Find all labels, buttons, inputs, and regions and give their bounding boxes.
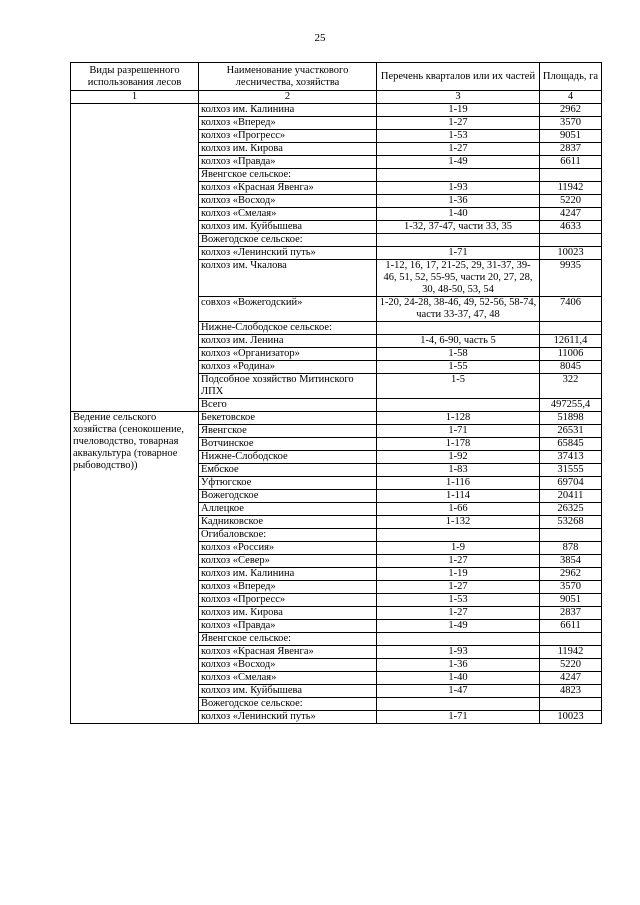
quarters-cell: 1-71 bbox=[377, 711, 540, 724]
forestry-name-cell: Явенгское bbox=[199, 425, 377, 438]
area-cell: 4247 bbox=[540, 208, 602, 221]
area-cell: 7406 bbox=[540, 297, 602, 322]
quarters-cell: 1-55 bbox=[377, 361, 540, 374]
quarters-cell: 1-20, 24-28, 38-46, 49, 52-56, 58-74, части 33-37, 47, 48 bbox=[377, 297, 540, 322]
forestry-name-cell: Кадниковское bbox=[199, 516, 377, 529]
quarters-cell: 1-40 bbox=[377, 208, 540, 221]
forestry-name-cell: Бекетовское bbox=[199, 412, 377, 425]
page-number: 25 bbox=[314, 32, 326, 44]
quarters-cell: 1-83 bbox=[377, 464, 540, 477]
quarters-cell: 1-93 bbox=[377, 182, 540, 195]
forestry-name-cell: колхоз им. Калинина bbox=[199, 568, 377, 581]
forestry-name-cell: совхоз «Вожегодский» bbox=[199, 297, 377, 322]
area-cell: 31555 bbox=[540, 464, 602, 477]
forestry-name-cell: Всего bbox=[199, 399, 377, 412]
forestry-name-cell: колхоз «Прогресс» bbox=[199, 130, 377, 143]
forestry-name-cell: колхоз «Организатор» bbox=[199, 348, 377, 361]
area-cell: 4247 bbox=[540, 672, 602, 685]
column-number-2: 2 bbox=[199, 91, 377, 104]
quarters-cell bbox=[377, 529, 540, 542]
quarters-cell bbox=[377, 322, 540, 335]
area-cell bbox=[540, 633, 602, 646]
column-number-3: 3 bbox=[377, 91, 540, 104]
quarters-cell: 1-19 bbox=[377, 568, 540, 581]
area-cell: 26325 bbox=[540, 503, 602, 516]
area-cell: 20411 bbox=[540, 490, 602, 503]
forestry-name-cell: Вожегодское bbox=[199, 490, 377, 503]
quarters-cell: 1-4, 6-90, часть 5 bbox=[377, 335, 540, 348]
quarters-cell: 1-27 bbox=[377, 143, 540, 156]
forestry-name-cell: колхоз «Родина» bbox=[199, 361, 377, 374]
quarters-cell: 1-49 bbox=[377, 156, 540, 169]
quarters-cell: 1-19 bbox=[377, 104, 540, 117]
quarters-cell: 1-116 bbox=[377, 477, 540, 490]
area-cell: 322 bbox=[540, 374, 602, 399]
forestry-name-cell: колхоз им. Ленина bbox=[199, 335, 377, 348]
quarters-cell bbox=[377, 698, 540, 711]
forestry-name-cell: Вотчинское bbox=[199, 438, 377, 451]
quarters-cell: 1-92 bbox=[377, 451, 540, 464]
area-cell: 4633 bbox=[540, 221, 602, 234]
forestry-name-cell: Вожегодское сельское: bbox=[199, 234, 377, 247]
forestry-name-cell: колхоз им. Чкалова bbox=[199, 260, 377, 297]
quarters-cell: 1-93 bbox=[377, 646, 540, 659]
quarters-cell: 1-27 bbox=[377, 607, 540, 620]
quarters-cell: 1-5 bbox=[377, 374, 540, 399]
quarters-cell: 1-128 bbox=[377, 412, 540, 425]
area-cell: 11006 bbox=[540, 348, 602, 361]
forestry-name-cell: колхоз «Россия» bbox=[199, 542, 377, 555]
forestry-name-cell: колхоз «Вперед» bbox=[199, 117, 377, 130]
area-cell: 69704 bbox=[540, 477, 602, 490]
forestry-name-cell: колхоз им. Куйбышева bbox=[199, 221, 377, 234]
area-cell: 3854 bbox=[540, 555, 602, 568]
table-header-row bbox=[71, 63, 602, 91]
header-quarters: Перечень кварталов или их частей bbox=[377, 63, 540, 91]
column-number-row bbox=[71, 91, 602, 104]
forestry-name-cell: колхоз «Восход» bbox=[199, 659, 377, 672]
forestry-name-cell: колхоз «Ленинский путь» bbox=[199, 247, 377, 260]
quarters-cell bbox=[377, 399, 540, 412]
quarters-cell: 1-49 bbox=[377, 620, 540, 633]
area-cell: 53268 bbox=[540, 516, 602, 529]
column-number-1: 1 bbox=[71, 91, 199, 104]
forestry-name-cell: колхоз «Ленинский путь» bbox=[199, 711, 377, 724]
forestry-name-cell: колхоз «Красная Явенга» bbox=[199, 182, 377, 195]
forestry-name-cell: колхоз «Красная Явенга» bbox=[199, 646, 377, 659]
forestry-name-cell: Явенгское сельское: bbox=[199, 633, 377, 646]
quarters-cell: 1-132 bbox=[377, 516, 540, 529]
area-cell: 5220 bbox=[540, 659, 602, 672]
area-cell: 12611,4 bbox=[540, 335, 602, 348]
forestry-name-cell: Аллецкое bbox=[199, 503, 377, 516]
area-cell: 2837 bbox=[540, 143, 602, 156]
forestry-name-cell: колхоз «Смелая» bbox=[199, 208, 377, 221]
quarters-cell: 1-32, 37-47, части 33, 35 bbox=[377, 221, 540, 234]
quarters-cell: 1-71 bbox=[377, 425, 540, 438]
area-cell: 878 bbox=[540, 542, 602, 555]
area-cell: 6611 bbox=[540, 156, 602, 169]
area-cell: 2962 bbox=[540, 104, 602, 117]
quarters-cell: 1-36 bbox=[377, 659, 540, 672]
quarters-cell: 1-114 bbox=[377, 490, 540, 503]
quarters-cell: 1-27 bbox=[377, 555, 540, 568]
forestry-name-cell: Подсобное хозяйство Митинского ЛПХ bbox=[199, 374, 377, 399]
quarters-cell: 1-12, 16, 17, 21-25, 29, 31-37, 39-46, 51, 52, 55-95, части 20, 27, 28, 30, 48-50, 53, 54 bbox=[377, 260, 540, 297]
area-cell: 6611 bbox=[540, 620, 602, 633]
forestry-name-cell: колхоз им. Кирова bbox=[199, 607, 377, 620]
table-row bbox=[71, 104, 602, 117]
area-cell bbox=[540, 322, 602, 335]
area-cell: 26531 bbox=[540, 425, 602, 438]
quarters-cell: 1-53 bbox=[377, 594, 540, 607]
quarters-cell: 1-58 bbox=[377, 348, 540, 361]
table-row bbox=[71, 412, 602, 425]
area-cell: 9051 bbox=[540, 130, 602, 143]
quarters-cell: 1-71 bbox=[377, 247, 540, 260]
area-cell: 9051 bbox=[540, 594, 602, 607]
quarters-cell: 1-47 bbox=[377, 685, 540, 698]
area-cell: 3570 bbox=[540, 581, 602, 594]
forestry-name-cell: Уфтюгское bbox=[199, 477, 377, 490]
area-cell: 3570 bbox=[540, 117, 602, 130]
area-cell: 37413 bbox=[540, 451, 602, 464]
area-cell: 65845 bbox=[540, 438, 602, 451]
forestry-name-cell: Ембское bbox=[199, 464, 377, 477]
forestry-name-cell: Огибаловское: bbox=[199, 529, 377, 542]
forestry-name-cell: колхоз «Вперед» bbox=[199, 581, 377, 594]
area-cell: 11942 bbox=[540, 182, 602, 195]
area-cell: 11942 bbox=[540, 646, 602, 659]
quarters-cell: 1-66 bbox=[377, 503, 540, 516]
forestry-name-cell: колхоз «Восход» bbox=[199, 195, 377, 208]
forestry-name-cell: колхоз «Прогресс» bbox=[199, 594, 377, 607]
forestry-name-cell: Вожегодское сельское: bbox=[199, 698, 377, 711]
forestry-name-cell: колхоз им. Калинина bbox=[199, 104, 377, 117]
quarters-cell: 1-53 bbox=[377, 130, 540, 143]
header-forestry-name: Наименование участкового лесничества, хозяйства bbox=[199, 63, 377, 91]
quarters-cell: 1-27 bbox=[377, 117, 540, 130]
forestry-name-cell: колхоз им. Куйбышева bbox=[199, 685, 377, 698]
quarters-cell: 1-40 bbox=[377, 672, 540, 685]
forestry-name-cell: Нижне-Слободское сельское: bbox=[199, 322, 377, 335]
area-cell: 10023 bbox=[540, 247, 602, 260]
use-type-cell: Ведение сельского хозяйства (сенокошение, пчеловодство, товарная аквакультура (товарное рыбоводство)) bbox=[71, 412, 199, 724]
quarters-cell: 1-27 bbox=[377, 581, 540, 594]
forestry-name-cell: колхоз «Север» bbox=[199, 555, 377, 568]
area-cell: 8045 bbox=[540, 361, 602, 374]
area-cell: 51898 bbox=[540, 412, 602, 425]
forestry-name-cell: Явенгское сельское: bbox=[199, 169, 377, 182]
area-cell bbox=[540, 529, 602, 542]
header-use-type: Виды разрешенного использования лесов bbox=[71, 63, 199, 91]
forestry-name-cell: колхоз «Смелая» bbox=[199, 672, 377, 685]
area-cell: 497255,4 bbox=[540, 399, 602, 412]
header-area: Площадь, га bbox=[540, 63, 602, 91]
forestry-name-cell: Нижне-Слободское bbox=[199, 451, 377, 464]
quarters-cell: 1-178 bbox=[377, 438, 540, 451]
area-cell: 4823 bbox=[540, 685, 602, 698]
forest-use-table bbox=[70, 62, 602, 724]
forestry-name-cell: колхоз «Правда» bbox=[199, 156, 377, 169]
use-type-cell bbox=[71, 104, 199, 412]
area-cell bbox=[540, 234, 602, 247]
forestry-name-cell: колхоз им. Кирова bbox=[199, 143, 377, 156]
quarters-cell: 1-9 bbox=[377, 542, 540, 555]
area-cell bbox=[540, 698, 602, 711]
area-cell: 2962 bbox=[540, 568, 602, 581]
area-cell: 9935 bbox=[540, 260, 602, 297]
forestry-name-cell: колхоз «Правда» bbox=[199, 620, 377, 633]
area-cell: 5220 bbox=[540, 195, 602, 208]
quarters-cell bbox=[377, 234, 540, 247]
quarters-cell bbox=[377, 169, 540, 182]
quarters-cell: 1-36 bbox=[377, 195, 540, 208]
column-number-4: 4 bbox=[540, 91, 602, 104]
area-cell bbox=[540, 169, 602, 182]
area-cell: 10023 bbox=[540, 711, 602, 724]
quarters-cell bbox=[377, 633, 540, 646]
area-cell: 2837 bbox=[540, 607, 602, 620]
